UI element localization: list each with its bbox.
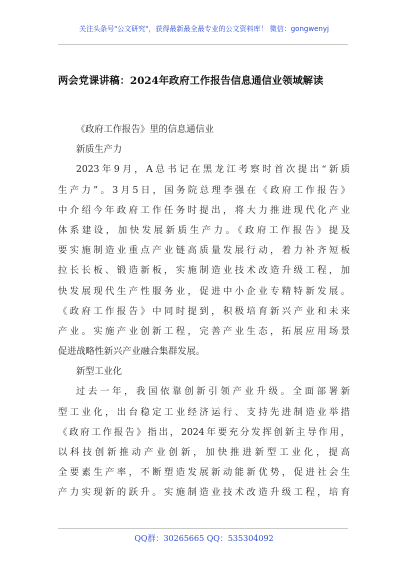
document-title: 两会党课讲稿：2024年政府工作报告信息通信业领域解读 bbox=[58, 75, 324, 87]
paragraph-line: 拉长长板、锻造新板，实施制造业技术改造升级工程，加 bbox=[58, 265, 350, 277]
section-heading: 《政府工作报告》里的信息通信业 bbox=[76, 124, 214, 135]
paragraph-line: 《政府工作报告》指出，2024年要充分发挥创新主导作用， bbox=[58, 426, 350, 438]
paragraph-line: 中介绍今年政府工作任务时提出，将大力推进现代化产业 bbox=[58, 204, 350, 216]
paragraph-line: 促进战略性新兴产业融合集群发展。 bbox=[58, 346, 205, 358]
paragraph-line: 2023年9月，A总书记在黑龙江考察时首次提出“新质 bbox=[76, 164, 350, 176]
paragraph-line: 体系建设，加快发展新质生产力。《政府工作报告》提及 bbox=[58, 224, 350, 236]
paragraph-line: 产业。实施产业创新工程，完善产业生态，拓展应用场景 bbox=[58, 325, 350, 337]
paragraph-line: 型工业化，出台稳定工业经济运行、支持先进制造业举措 bbox=[58, 406, 350, 418]
paragraph-line: 以科技创新推动产业创新，加快推进新型工业化，提高 bbox=[58, 447, 350, 458]
paragraph-line: 生产力”。3月5日，国务院总理李强在《政府工作报告》 bbox=[58, 184, 350, 196]
header-note: 关注头条号"公文研究"，获得最新最全最专业的公文资料库！ 微信：gongwenyj bbox=[79, 25, 329, 33]
paragraph-line: 要实施制造业重点产业链高质量发展行动，着力补齐短板 bbox=[58, 245, 350, 257]
paragraph-line: 产力实现新的跃升。实施制造业技术改造升级工程，培育 bbox=[58, 487, 350, 499]
document-body bbox=[58, 120, 350, 504]
subsection-heading: 新质生产力 bbox=[76, 144, 122, 156]
paragraph-line: 过去一年，我国依靠创新引领产业升级。全面部署新 bbox=[76, 386, 350, 398]
footer-note: QQ群：30265665 QQ：535304092 bbox=[134, 534, 274, 543]
paragraph-line: 快发展现代生产性服务业，促进中小企业专精特新发展。 bbox=[58, 285, 350, 297]
subsection-heading: 新型工业化 bbox=[76, 366, 122, 378]
header-divider bbox=[58, 44, 348, 45]
footer-divider bbox=[58, 528, 348, 529]
paragraph-line: 全要素生产率，不断塑造发展新动能新优势，促进社会生 bbox=[58, 467, 350, 479]
paragraph-line: 《政府工作报告》中同时提到，积极培育新兴产业和未来 bbox=[58, 305, 350, 317]
